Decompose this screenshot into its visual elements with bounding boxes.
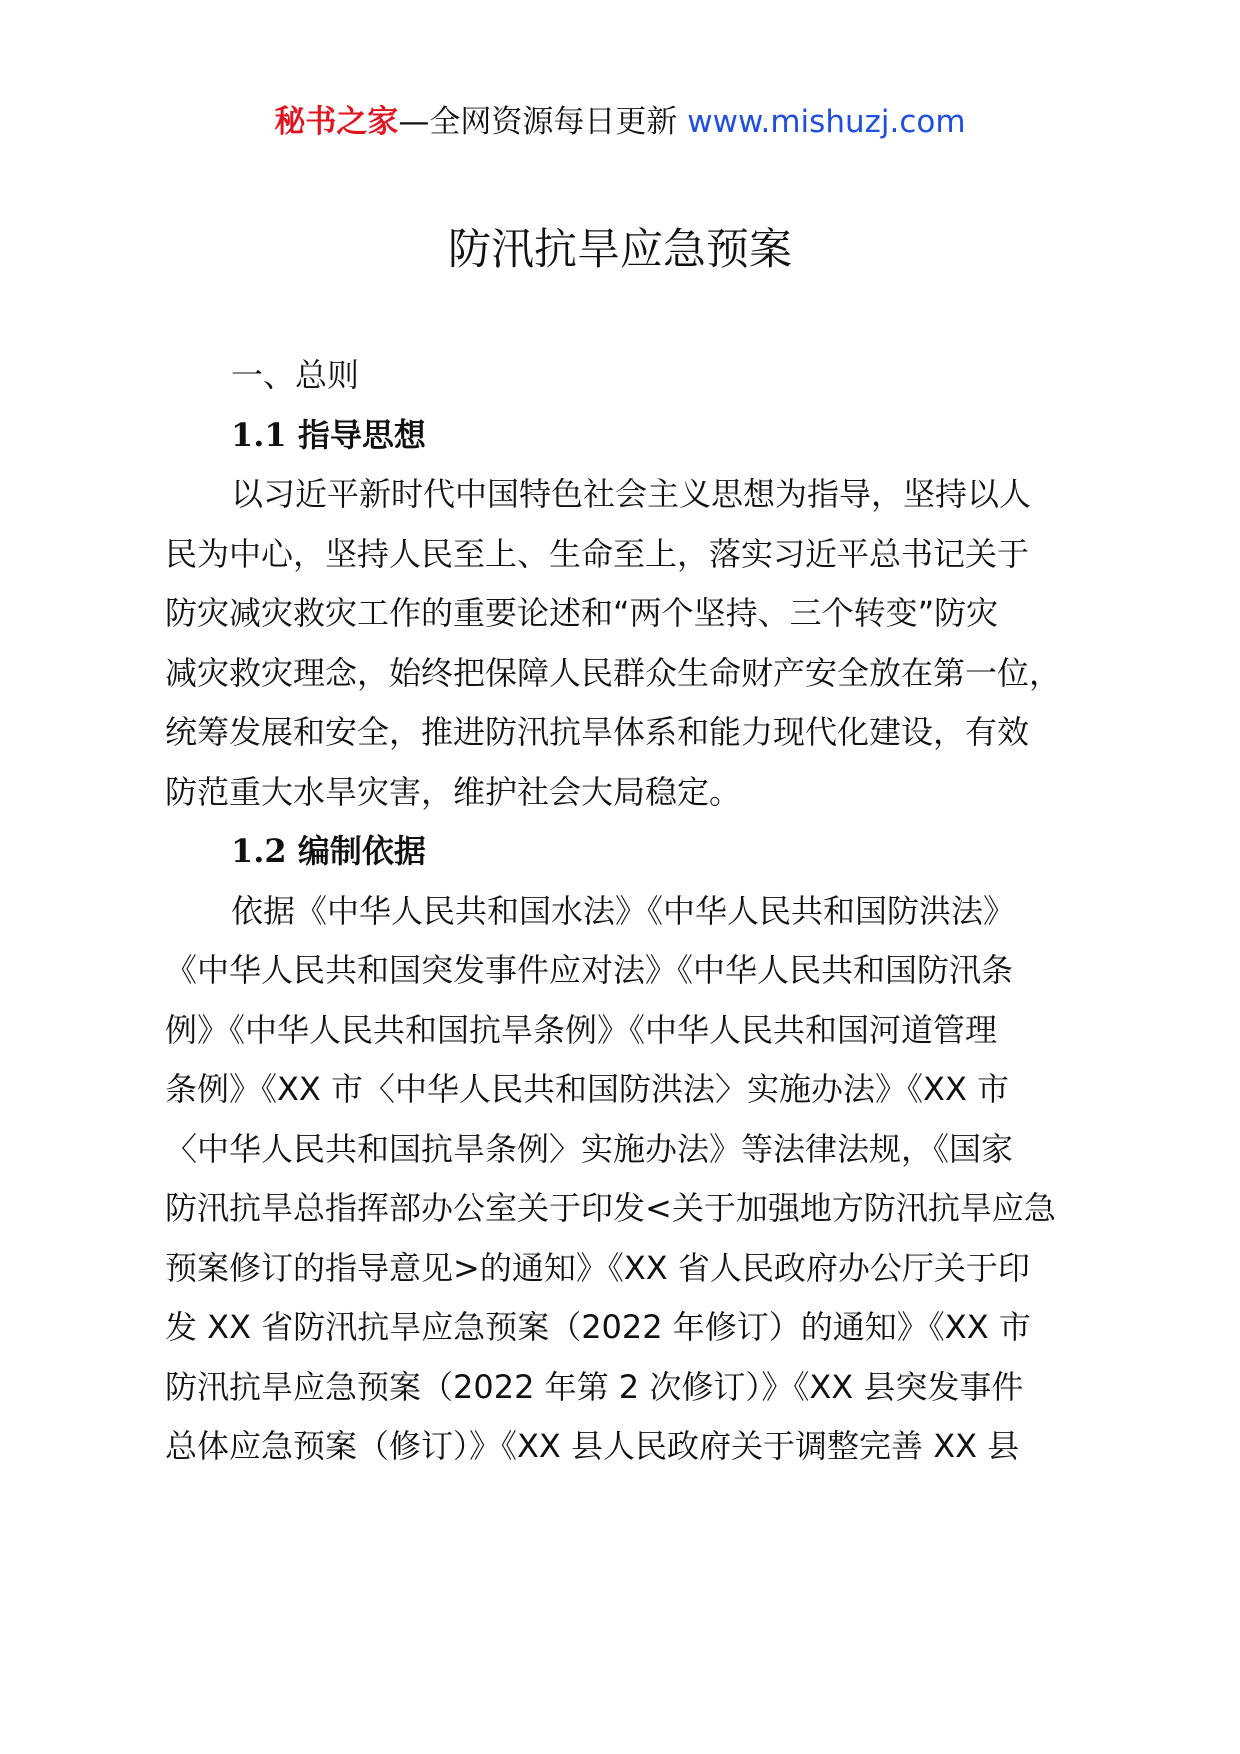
- subsection-heading-guiding-ideology: 1.1 指导思想: [231, 415, 426, 454]
- paragraph-line: 发 XX 省防汛抗旱应急预案（2022 年修订）的通知》《XX 市: [165, 1308, 1031, 1346]
- paragraph-line: 总体应急预案（修订）》《XX 县人民政府关于调整完善 XX 县: [165, 1427, 1020, 1465]
- paragraph-line: 民为中心，坚持人民至上、生命至上，落实习近平总书记关于: [165, 534, 1030, 573]
- paragraph-line: 《中华人民共和国突发事件应对法》《中华人民共和国防汛条: [165, 951, 1014, 989]
- site-header: [0, 100, 1240, 144]
- subsection-heading-compilation-basis: 1.2 编制依据: [231, 832, 426, 870]
- paragraph-guiding-ideology: [165, 465, 1085, 822]
- site-url[interactable]: www.mishuzj.com: [687, 104, 966, 140]
- paragraph-line: 依据《中华人民共和国水法》《中华人民共和国防洪法》: [231, 891, 1016, 930]
- paragraph-line: 预案修订的指导意见>的通知》《XX 省人民政府办公厅关于印: [165, 1248, 1030, 1287]
- paragraph-compilation-basis: [165, 882, 1085, 1477]
- paragraph-line: 防灾减灾救灾工作的重要论述和“两个坚持、三个转变”防灾: [165, 594, 999, 632]
- header-tagline: —全网资源每日更新: [398, 104, 688, 140]
- document-body: [165, 346, 1085, 1477]
- paragraph-line: 以习近平新时代中国特色社会主义思想为指导，坚持以人: [231, 475, 1032, 513]
- paragraph-line: 防汛抗旱总指挥部办公室关于印发<关于加强地方防汛抗旱应急: [165, 1189, 1056, 1227]
- paragraph-line: 减灾救灾理念，始终把保障人民群众生命财产安全放在第一位，: [165, 653, 1062, 692]
- paragraph-line: 统筹发展和安全，推进防汛抗旱体系和能力现代化建设，有效: [165, 713, 1030, 751]
- brand-name: 秘书之家: [274, 104, 399, 140]
- paragraph-line: 条例》《XX 市〈中华人民共和国防洪法〉实施办法》《XX 市: [165, 1070, 1010, 1108]
- paragraph-line: 防范重大水旱灾害，维护社会大局稳定。: [165, 772, 742, 811]
- paragraph-line: 例》《中华人民共和国抗旱条例》《中华人民共和国河道管理: [165, 1010, 998, 1049]
- document-title: 防汛抗旱应急预案: [448, 225, 792, 275]
- section-heading-general: 一、总则: [231, 356, 360, 394]
- paragraph-line: 〈中华人民共和国抗旱条例〉实施办法》等法律法规，《国家: [165, 1129, 1014, 1168]
- paragraph-line: 防汛抗旱应急预案（2022 年第 2 次修订）》《XX 县突发事件: [165, 1367, 1024, 1406]
